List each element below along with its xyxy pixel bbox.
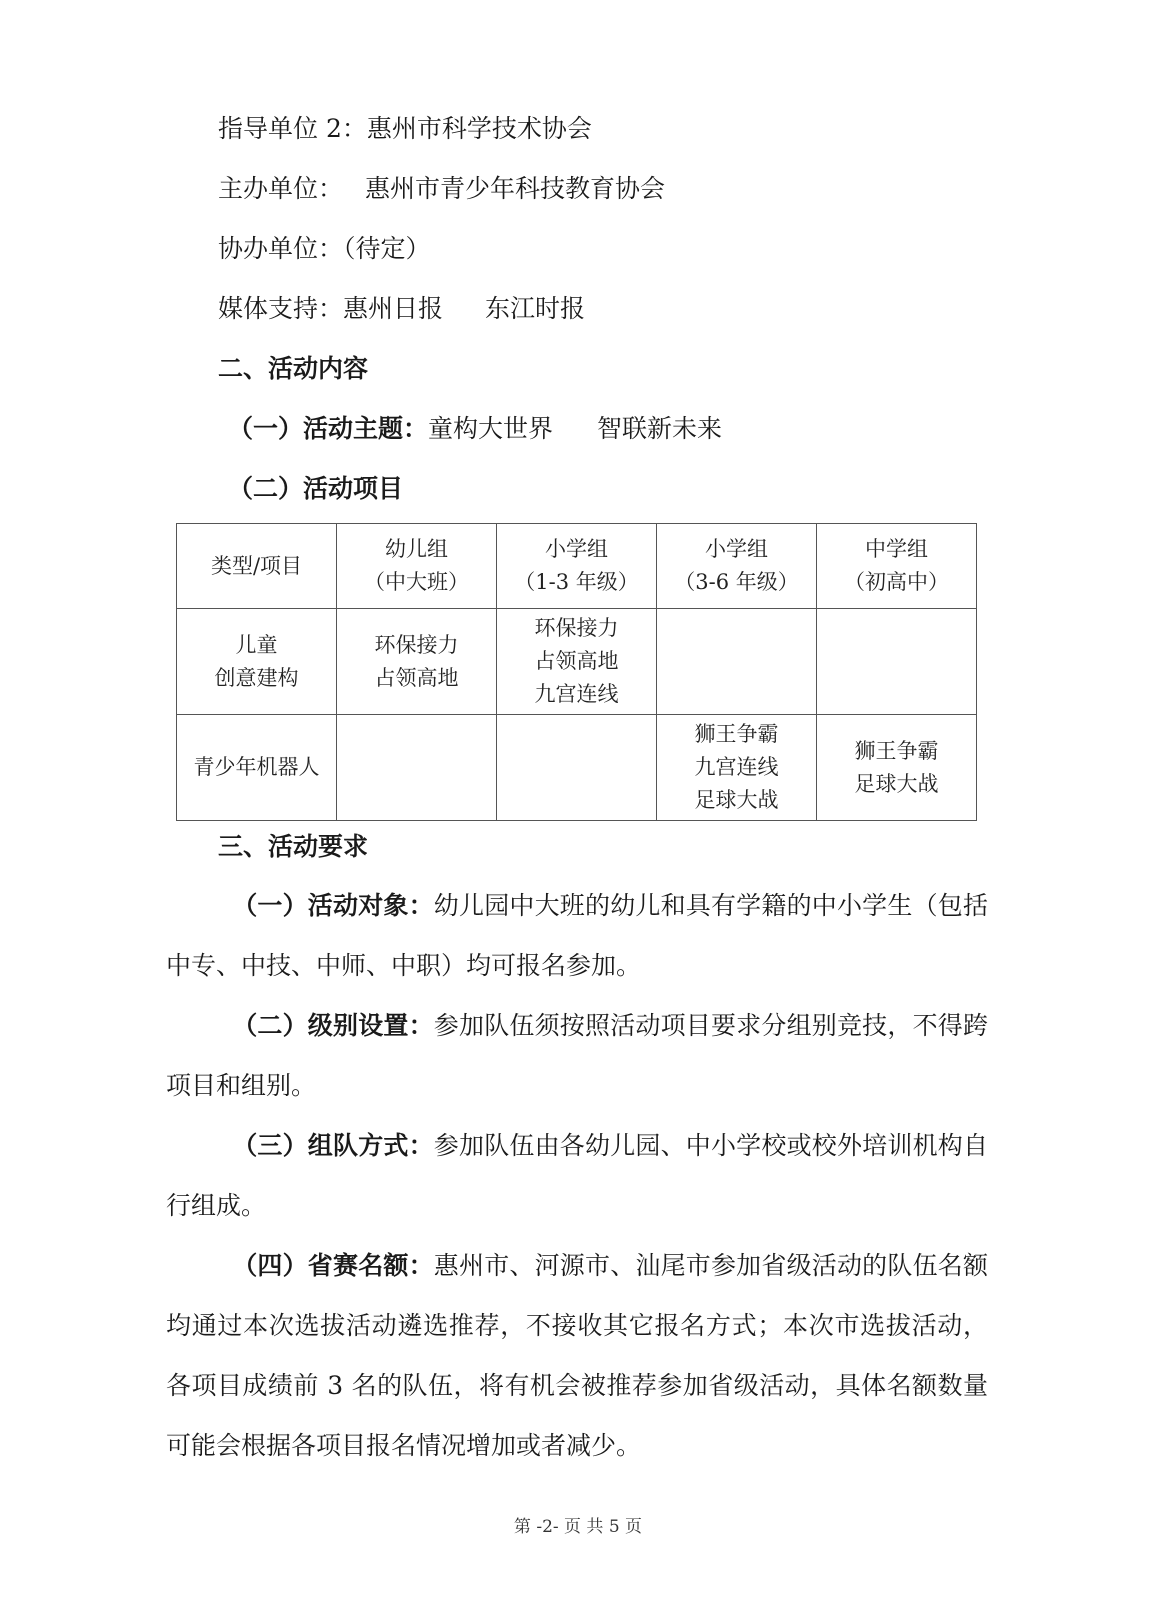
theme-value-2: 智联新未来 bbox=[597, 414, 723, 443]
table-cell bbox=[337, 715, 497, 821]
requirement-text: 幼儿园中大班的幼儿和具有学籍的中小学生（包括中专、中技、中师、中职）均可报名参加。 bbox=[166, 891, 988, 980]
cell-text: 中学组 bbox=[865, 537, 928, 561]
cell-text: 环保接力 bbox=[534, 616, 619, 640]
cell-text: 类型/项目 bbox=[210, 553, 303, 578]
table-header-row bbox=[177, 524, 977, 609]
cell-text: 九宫连线 bbox=[694, 755, 779, 779]
org-line-co bbox=[218, 232, 431, 266]
section2-heading: 二、活动内容 bbox=[218, 354, 369, 383]
cell-text: 占领高地 bbox=[534, 649, 619, 673]
section3-heading: 三、活动要求 bbox=[218, 832, 369, 861]
cell-text: 狮王争霸 bbox=[694, 722, 779, 746]
cell-text: （3-6 年级） bbox=[674, 570, 799, 594]
table-cell bbox=[657, 715, 817, 821]
org-label: 指导单位 2： bbox=[218, 114, 367, 143]
requirement-text: 惠州市、河源市、汕尾市参加省级活动的队伍名额均通过本次选拔活动遴选推荐，不接收其它报名方式；本次市选拔活动，各项目成绩前 3 名的队伍，将有机会被推荐参加省级活动，具体名额数量可能会根据各项目报名情况增加或者减少。 bbox=[166, 1251, 988, 1460]
requirement-label: （一）活动对象： bbox=[232, 891, 434, 920]
cell-text: 幼儿组 bbox=[385, 537, 448, 561]
table-cell bbox=[817, 715, 977, 821]
table-header-cell bbox=[817, 524, 977, 609]
cell-text: （1-3 年级） bbox=[514, 570, 639, 594]
table-header-cell bbox=[177, 524, 337, 609]
table-cell bbox=[497, 715, 657, 821]
cell-text: （中大班） bbox=[364, 570, 469, 594]
org-label: 媒体支持： bbox=[218, 294, 344, 323]
table-cell bbox=[497, 609, 657, 715]
org-line-host bbox=[218, 172, 665, 206]
requirement-label: （三）组队方式： bbox=[232, 1131, 434, 1160]
table-row bbox=[177, 609, 977, 715]
cell-text: 狮王争霸 bbox=[854, 738, 939, 763]
table-cell bbox=[337, 609, 497, 715]
org-value: 惠州日报 bbox=[343, 294, 444, 323]
cell-text: 创意建构 bbox=[214, 665, 299, 690]
page-footer: 第 -2- 页 共 5 页 bbox=[513, 1517, 643, 1537]
theme-value: 童构大世界 bbox=[428, 414, 554, 443]
cell-text: 环保接力 bbox=[374, 632, 459, 657]
theme-label: （一）活动主题： bbox=[228, 414, 429, 443]
cell-text: 青少年机器人 bbox=[193, 755, 320, 779]
theme-line bbox=[228, 412, 722, 446]
requirement-item bbox=[166, 996, 988, 1116]
cell-text: 小学组 bbox=[705, 537, 768, 561]
requirement-item bbox=[166, 876, 988, 996]
requirement-text: 参加队伍由各幼儿园、中小学校或校外培训机构自行组成。 bbox=[166, 1131, 988, 1220]
cell-text: 小学组 bbox=[545, 537, 608, 561]
table-row bbox=[177, 715, 977, 821]
cell-text: 占领高地 bbox=[374, 665, 459, 690]
org-value-2: 东江时报 bbox=[485, 294, 586, 323]
org-line-guide2 bbox=[218, 112, 592, 146]
org-value: （待定） bbox=[343, 234, 431, 263]
cell-text: 足球大战 bbox=[694, 788, 779, 812]
cell-text: 九宫连线 bbox=[534, 682, 619, 706]
table-header-cell bbox=[657, 524, 817, 609]
org-value: 惠州市科学技术协会 bbox=[366, 114, 592, 143]
requirement-item bbox=[166, 1116, 988, 1236]
cell-text: （初高中） bbox=[844, 570, 949, 594]
cell-text: 儿童 bbox=[235, 632, 278, 657]
requirement-label: （四）省赛名额： bbox=[232, 1251, 434, 1280]
cell-text: 足球大战 bbox=[854, 771, 939, 796]
requirement-label: （二）级别设置： bbox=[232, 1011, 434, 1040]
org-value: 惠州市青少年科技教育协会 bbox=[365, 174, 666, 203]
org-label: 协办单位： bbox=[218, 234, 344, 263]
table-header-cell bbox=[337, 524, 497, 609]
table-cell bbox=[177, 715, 337, 821]
org-label: 主办单位： bbox=[218, 174, 344, 203]
org-line-media bbox=[218, 292, 585, 326]
requirement-item bbox=[166, 1236, 988, 1476]
requirement-text: 参加队伍须按照活动项目要求分组别竞技，不得跨项目和组别。 bbox=[166, 1011, 988, 1100]
table-header-cell bbox=[497, 524, 657, 609]
table-cell bbox=[817, 609, 977, 715]
table-cell bbox=[177, 609, 337, 715]
project-table bbox=[176, 523, 977, 821]
projects-heading: （二）活动项目 bbox=[228, 474, 404, 503]
table-cell bbox=[657, 609, 817, 715]
